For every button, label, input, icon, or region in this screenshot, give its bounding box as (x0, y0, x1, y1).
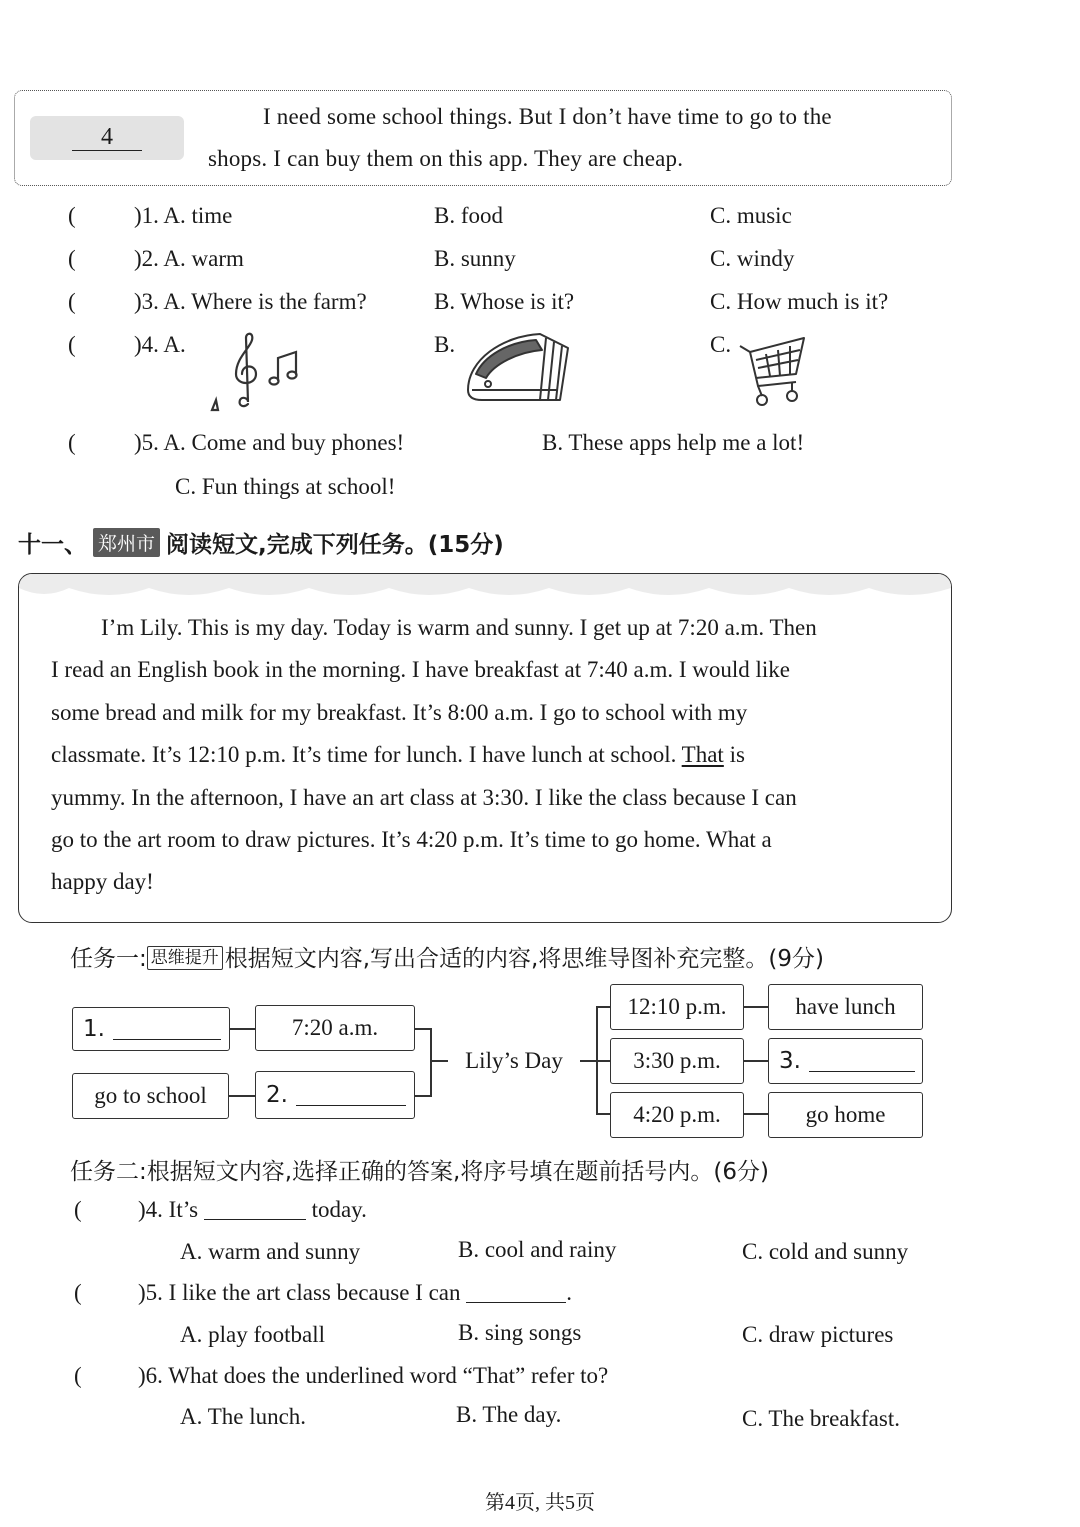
box-text-line1: I need some school things. But I don’t have time to go to the (263, 104, 832, 129)
t2-q4-option-a: A. warm and sunny (180, 1239, 361, 1264)
task2-heading: 任务二:根据短文内容,选择正确的答案,将序号填在题前括号内。(6分) (70, 1159, 769, 1185)
thinking-tag: 思维提升 (147, 946, 223, 970)
t2-q5-option-c: C. draw pictures (742, 1322, 894, 1347)
passage-line-4: classmate. It’s 12:10 p.m. It’s time for lunch. I have lunch at school. That is (51, 742, 745, 767)
t2-q6-stem: )6. What does the underlined word “That” refer to? (138, 1363, 609, 1388)
mind-map-time-r2: 3:30 p.m. (610, 1038, 744, 1084)
q4-option-c: C. (710, 332, 732, 357)
t2-q4-stem: )4. It’s today. (138, 1197, 367, 1222)
section-heading (18, 526, 504, 559)
underlined-word: That (681, 742, 724, 767)
t2-q4-option-c: C. cold and sunny (742, 1239, 909, 1264)
passage-line-1: I’m Lily. This is my day. Today is warm and sunny. I get up at 7:20 a.m. Then (101, 615, 817, 640)
task1-heading: 任务一: 思维提升 根据短文内容,写出合适的内容,将思维导图补充完整。(9分) (70, 946, 824, 972)
wavy-border-decoration (19, 574, 951, 604)
t2-q5-stem: )5. I like the art class because I can . (138, 1280, 572, 1305)
passage-line-2: I read an English book in the morning. I have breakfast at 7:40 a.m. I would like (51, 657, 790, 682)
q1-option-b: B. food (434, 203, 503, 228)
q4-option-b: B. (434, 332, 456, 357)
passage-line-5: yummy. In the afternoon, I have an art class at 3:30. I like the class because I can (51, 785, 797, 810)
shopping-cart-icon (736, 330, 810, 410)
answer-paren[interactable]: ( (68, 246, 76, 271)
mind-map-blank-3[interactable]: 3. (768, 1038, 923, 1084)
t2-q6-option-c: C. The breakfast. (742, 1406, 900, 1431)
q5-option-a: )5. A. Come and buy phones! (134, 430, 405, 455)
answer-paren[interactable]: ( (68, 430, 76, 455)
passage-line-7: happy day! (51, 869, 154, 894)
region-tag: 郑州市 (93, 528, 160, 557)
q2-option-c: C. windy (710, 246, 795, 271)
box-number: 4 (72, 124, 142, 151)
t2-q5-option-b: B. sing songs (458, 1320, 582, 1345)
q4-option-a: )4. A. (134, 332, 186, 357)
q3-option-c: C. How much is it? (710, 289, 889, 314)
mind-map-center: Lily’s Day (448, 1038, 580, 1084)
section-number: 十一、 (18, 532, 87, 558)
answer-paren[interactable]: ( (68, 203, 76, 228)
mind-map-time-r3: 4:20 p.m. (610, 1092, 744, 1138)
q5-option-c: C. Fun things at school! (175, 474, 396, 499)
t2-q6-option-b: B. The day. (456, 1402, 562, 1427)
q2-option-b: B. sunny (434, 246, 516, 271)
t2-q4-option-b: B. cool and rainy (458, 1237, 617, 1262)
q3-option-a: )3. A. Where is the farm? (134, 289, 367, 314)
mind-map-blank-1[interactable]: 1. (72, 1007, 230, 1051)
mind-map-blank-2[interactable]: 2. (255, 1071, 415, 1119)
mind-map-have-lunch: have lunch (768, 984, 923, 1030)
t2-q5-option-a: A. play football (180, 1322, 325, 1347)
mind-map-go-home: go home (768, 1092, 923, 1138)
t2-q6-option-a: A. The lunch. (180, 1404, 307, 1429)
passage-line-6: go to the art room to draw pictures. It’s 4:20 p.m. It’s time to go home. What a (51, 827, 772, 852)
music-notes-icon (204, 328, 304, 412)
answer-paren[interactable]: ( (68, 289, 76, 314)
answer-paren[interactable]: ( (74, 1280, 82, 1305)
answer-paren[interactable]: ( (68, 332, 76, 357)
mind-map-time-1: 7:20 a.m. (255, 1005, 415, 1051)
q2-option-a: )2. A. warm (134, 246, 244, 271)
q3-option-b: B. Whose is it? (434, 289, 575, 314)
page-footer: 第4页, 共5页 (485, 1492, 595, 1514)
q5-option-b: B. These apps help me a lot! (542, 430, 805, 455)
passage-line-3: some bread and milk for my breakfast. It’s 8:00 a.m. I go to school with my (51, 700, 748, 725)
mind-map-go-to-school: go to school (72, 1073, 229, 1119)
answer-paren[interactable]: ( (74, 1363, 82, 1388)
section-title: 阅读短文,完成下列任务。(15分) (166, 532, 504, 558)
answer-paren[interactable]: ( (74, 1197, 82, 1222)
high-speed-train-icon (462, 330, 574, 404)
q1-option-a: )1. A. time (134, 203, 233, 228)
q1-option-c: C. music (710, 203, 792, 228)
box-text-line2: shops. I can buy them on this app. They are cheap. (208, 146, 684, 171)
mind-map-time-r1: 12:10 p.m. (610, 984, 744, 1030)
